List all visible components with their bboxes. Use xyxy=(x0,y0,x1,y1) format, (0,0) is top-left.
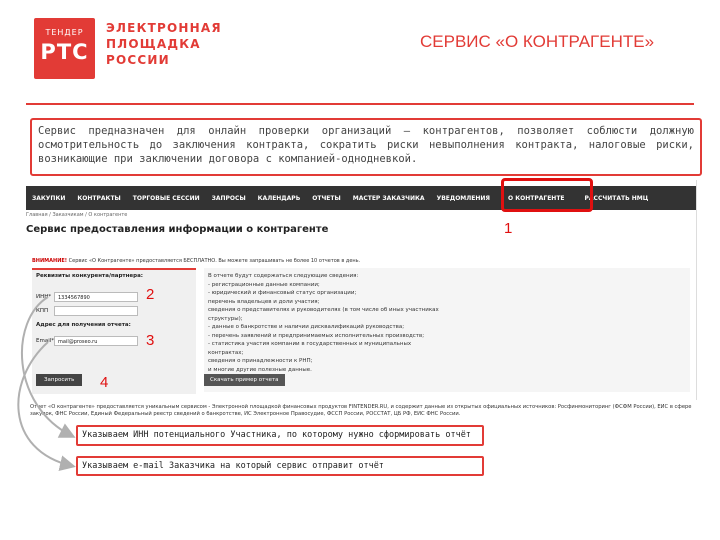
page-heading: СЕРВИС «О КОНТРАГЕНТЕ» xyxy=(420,32,655,51)
nav-item-contracts[interactable]: КОНТРАКТЫ xyxy=(77,194,121,202)
email-input[interactable]: mail@proseo.ru xyxy=(54,336,138,346)
marker-2: 2 xyxy=(146,286,155,303)
download-sample-button[interactable]: Скачать пример отчета xyxy=(204,374,285,386)
kpp-label: КПП xyxy=(36,308,49,314)
marker-1: 1 xyxy=(504,220,513,237)
report-info-heading: В отчете будут содержаться следующие сведения: xyxy=(208,273,359,279)
report-info-item: - перечень заявлений и предпринимаемых исполнительных производств; xyxy=(208,332,425,339)
callout-inn: Указываем ИНН потенциального Участника, по которому нужно сформировать отчёт xyxy=(76,425,484,446)
form-section-requisites: Реквизиты конкурента/партнера: xyxy=(36,273,143,279)
report-info-item: - статистика участия компании в государственных и муниципальных контрактах; xyxy=(208,341,412,356)
callout-email: Указываем e-mail Заказчика на который сервис отправит отчёт xyxy=(76,456,484,476)
report-info-item: - данные о банкротстве и наличии дисквалификаций руководства; xyxy=(208,324,405,330)
nav-item-notifications[interactable]: УВЕДОМЛЕНИЯ xyxy=(436,194,491,202)
logo-line-2: ПЛОЩАДКА xyxy=(106,37,201,51)
nav-item-trade-sessions[interactable]: ТОРГОВЫЕ СЕССИИ xyxy=(132,194,200,202)
report-source-note: Отчет «О контрагенте» предоставляется уникальным сервисом - Электронной площадкой финансовых продуктов FINTENDER.RU, и содержит данные из открытых официальных источников: Росфинмониторинг (ФСФМ России), ЕИС в сфере закупок, ФНС России, Единый Федеральный реестр сведений о банкротстве, ИС Электронное Правосудие, ФССП России, РОССТАТ, ЦБ РФ, ЕИС ФНС России. xyxy=(30,404,692,417)
nav-item-calc-nmc[interactable]: РАССЧИТАТЬ НМЦ xyxy=(584,194,649,202)
nav-item-reports[interactable]: ОТЧЕТЫ xyxy=(312,194,341,202)
email-label: Email* xyxy=(36,338,55,344)
breadcrumb: Главная / Заказчикам / О контрагенте xyxy=(26,212,128,218)
report-info-item: - регистрационные данные компании; xyxy=(208,281,320,288)
logo-small-text: ТЕНДЕР xyxy=(45,28,84,37)
nav-item-customer-wizard[interactable]: МАСТЕР ЗАКАЗЧИКА xyxy=(352,194,425,202)
nav-item-about-counterparty[interactable]: О КОНТРАГЕНТЕ xyxy=(508,194,565,202)
warning-label: ВНИМАНИЕ! xyxy=(32,258,68,264)
inn-label: ИНН* xyxy=(36,294,52,300)
report-info-item: сведения о представителях и руководителях (в том числе об иных участниках структуры); xyxy=(208,307,439,322)
site-page-title: Сервис предоставления информации о контрагенте xyxy=(26,224,329,235)
report-info-item: перечень владельцев и доли участия; xyxy=(208,298,320,305)
form-section-address: Адрес для получения отчета: xyxy=(36,322,131,328)
request-button[interactable]: Запросить xyxy=(36,374,82,386)
nav-item-calendar[interactable]: КАЛЕНДАРЬ xyxy=(257,194,301,202)
nav-item-requests[interactable]: ЗАПРОСЫ xyxy=(211,194,246,202)
warning-body: Сервис «О Контрагенте» предоставляется БЕСПЛАТНО. Вы можете запрашивать не более 10 отчетов в день. xyxy=(67,258,361,264)
marker-3: 3 xyxy=(146,332,155,349)
report-info-item: - юридический и финансовый статус организации; xyxy=(208,290,357,296)
report-info-item: и многие другие полезные данные. xyxy=(208,366,312,373)
service-description: Сервис предназначен для онлайн проверки организаций – контрагентов, позволяет соблюсти должную осмотрительность до заключения контракта, сократить риски невыполнения контракта, налоговые риски, возникающие при заключении договора с компанией-однодневкой. xyxy=(30,118,702,176)
nav-item-purchases[interactable]: ЗАКУПКИ xyxy=(32,194,66,202)
logo-line-1: ЭЛЕКТРОННАЯ xyxy=(106,21,222,35)
report-info-item: сведения о принадлежности к РНП; xyxy=(208,358,313,364)
inn-input[interactable]: 1334567890 xyxy=(54,292,138,302)
logo-big-text: РТС xyxy=(40,40,89,64)
arrow-email xyxy=(18,342,72,466)
marker-4: 4 xyxy=(100,374,109,391)
logo-line-3: РОССИИ xyxy=(106,53,170,67)
